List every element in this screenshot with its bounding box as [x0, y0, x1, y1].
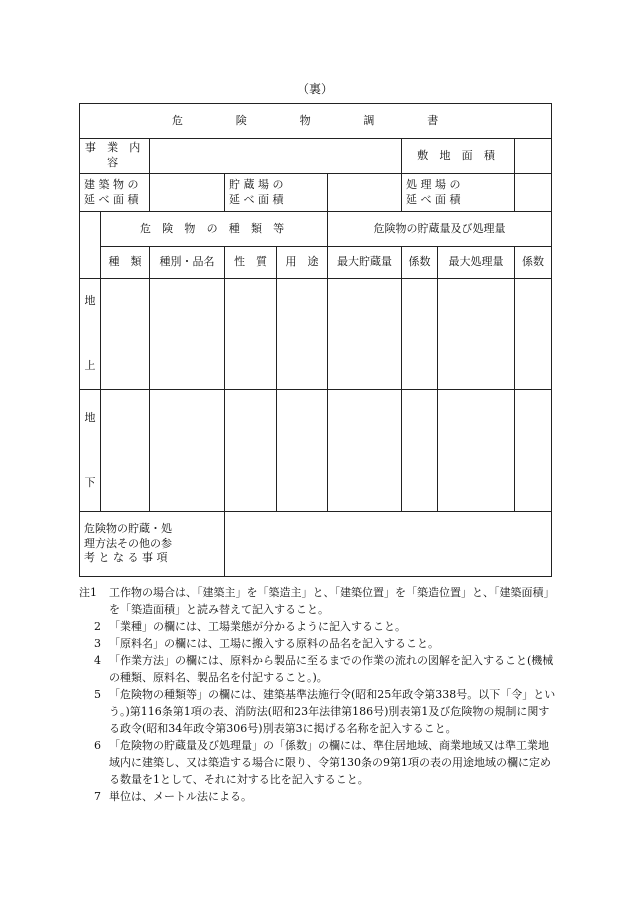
cell-above-type[interactable]: [101, 279, 150, 390]
cell-above-use[interactable]: [277, 279, 328, 390]
page-marker: （裏）: [296, 82, 333, 96]
cell-above-max-processing[interactable]: [438, 279, 515, 390]
form-title: 危 険 物 調 書: [80, 104, 552, 139]
col-header-use: 用 途: [277, 247, 328, 279]
col-header-coefficient: 係数: [515, 247, 552, 279]
label-storage-floor-area: 貯 蔵 場 の 延 べ 面 積: [225, 174, 328, 212]
cell-above-coefficient-2[interactable]: [515, 279, 552, 390]
note-item: 7 単位は、メートル法による。: [94, 790, 252, 803]
cell-below-type[interactable]: [101, 390, 150, 512]
col-header-max-storage: 最大貯蔵量: [328, 247, 402, 279]
cell-below-category[interactable]: [150, 390, 225, 512]
note-item: 6 「危険物の貯蔵量及び処理量」の「係数」の欄には、準住居地域、商業地域又は準工業地域内に建築し、又は築造する場合に限り、令第130条の9第1項の表の用途地域の欄に定める数量を1として、それに対する比を記入すること。: [94, 739, 551, 786]
col-header-category-name: 種別・品名: [150, 247, 225, 279]
label-process-floor-area: 処 理 場 の 延 べ 面 積: [402, 174, 515, 212]
cell-below-max-processing[interactable]: [438, 390, 515, 512]
cell-above-max-storage[interactable]: [328, 279, 402, 390]
note-item: 注1 工作物の場合は、「建築主」を「築造主」と、「建築位置」を「築造位置」と、「建築面積」を「築造面積」と読み替えて記入すること。: [79, 586, 555, 616]
label-site-area: 敷 地 面 積: [402, 139, 515, 174]
cell-below-coefficient[interactable]: [402, 390, 438, 512]
cell-below-coefficient-2[interactable]: [515, 390, 552, 512]
corner-cell: [80, 212, 101, 279]
field-building-floor-area[interactable]: [150, 174, 225, 212]
note-item: 4 「作業方法」の欄には、原料から製品に至るまでの作業の流れの図解を記入すること(機械の種類、原料名、製品名を付記すること。)。: [94, 654, 554, 684]
field-site-area[interactable]: [515, 139, 552, 174]
cell-below-property[interactable]: [225, 390, 277, 512]
col-header-max-processing: 最大処理量: [438, 247, 515, 279]
cell-above-category[interactable]: [150, 279, 225, 390]
cell-above-property[interactable]: [225, 279, 277, 390]
row-label-above-ground: 地 上: [80, 279, 101, 390]
label-business: 事 業 内 容: [80, 139, 150, 174]
note-item: 2 「業種」の欄には、工場業態が分かるように記入すること。: [94, 620, 406, 633]
cell-above-coefficient[interactable]: [402, 279, 438, 390]
notes-section: [79, 584, 559, 805]
hazardous-materials-form: [79, 103, 551, 576]
row-label-below-ground: 地 下: [80, 390, 101, 512]
col-header-coefficient: 係数: [402, 247, 438, 279]
cell-below-use[interactable]: [277, 390, 328, 512]
group-header-quantities: 危険物の貯蔵量及び処理量: [328, 212, 552, 247]
col-header-type: 種 類: [101, 247, 150, 279]
col-header-property: 性 質: [225, 247, 277, 279]
field-business[interactable]: [150, 139, 402, 174]
field-process-floor-area[interactable]: [515, 174, 552, 212]
group-header-types: 危 険 物 の 種 類 等: [101, 212, 328, 247]
note-item: 5 「危険物の種類等」の欄には、建築基準法施行令(昭和25年政令第338号。以下「令」という。)第116条第1項の表、消防法(昭和23年法律第186号)別表第1及び危険物の規制に関する政令(昭和34年政令第306号)別表第3に掲げる名称を記入すること。: [94, 688, 556, 735]
field-storage-floor-area[interactable]: [328, 174, 402, 212]
cell-below-max-storage[interactable]: [328, 390, 402, 512]
note-item: 3 「原料名」の欄には、工場に搬入する原料の品名を記入すること。: [94, 637, 439, 650]
label-reference-matters: 危険物の貯蔵・処 理方法その他の参 考 と な る 事 項: [80, 512, 225, 577]
label-building-floor-area: 建 築 物 の 延 べ 面 積: [80, 174, 150, 212]
field-reference-matters[interactable]: [225, 512, 552, 577]
